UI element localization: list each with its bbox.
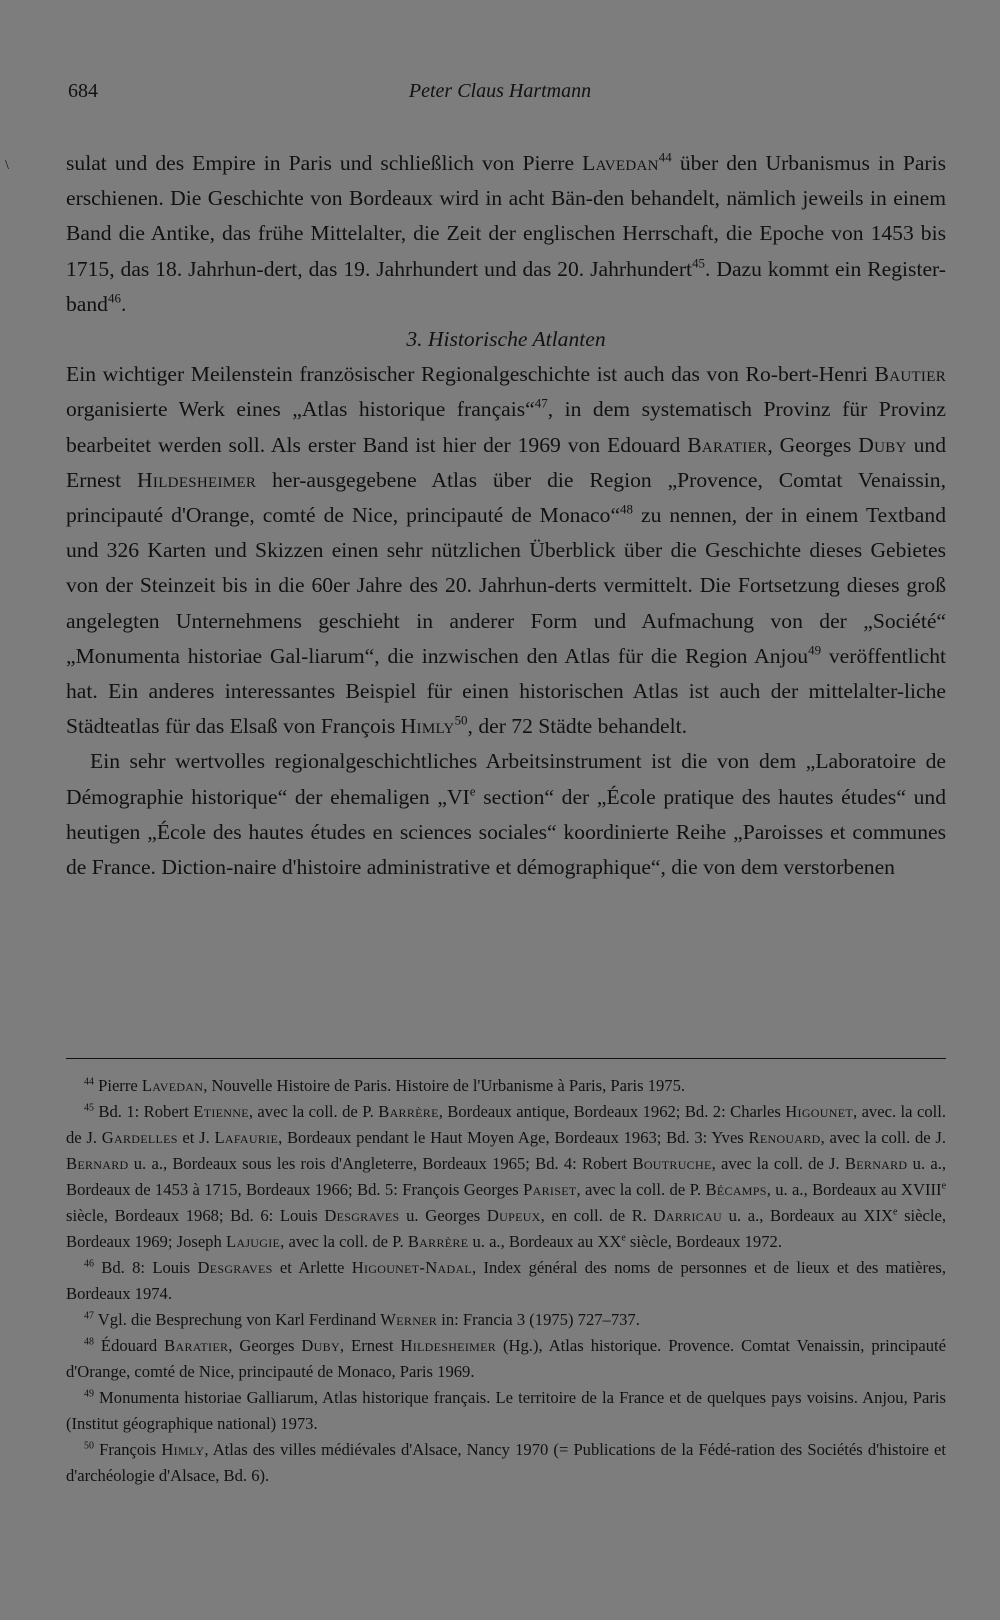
paragraph: sulat und des Empire in Paris und schließlich von Pierre Lavedan$^{44}$ über den Urbanismus in Paris erschienen. Die Geschichte von Bordeaux wird in acht Bän-den behandelt, nämlich jeweils in einem Band die Antike, das frühe Mittelalter, die Zeit der englischen Herrschaft, die Epoche von 1453 bis 1715, das 18. Jahrhun-dert, das 19. Jahrhundert und das 20. Jahrhundert$^{45}$. Dazu kommt ein Register-band$^{46}$. — [66, 149, 947, 316]
margin-mark: \ — [5, 158, 9, 173]
paragraph: Ein wichtiger Meilenstein französischer Regionalgeschichte ist auch das von Ro-bert-Henri Bautier organisierte Werk eines „Atlas historique français“$^{47}$, in dem systematisch Provinz für Provinz bearbeitet werden soll. Als erster Band ist hier der 1969 von Edouard Baratier, Georges Duby und Ernest Hildesheimer her-ausgegebene Atlas über die Region „Provence, Comtat Venaissin, principauté d'Orange, comté de Nice, principauté de Monaco“$^{48}$ zu nennen, der in einem Textband und 326 Karten und Skizzen einen sehr nützlichen Überblick über die Geschichte dieses Gebietes von der Steinzeit bis in die 60er Jahre des 20. Jahrhun-derts vermittelt. Die Fortsetzung dieses groß angelegten Unternehmens geschieht in anderer Form und Aufmachung von der „Société“ „Monumenta historiae Gal-liarum“, die inzwischen den Atlas für die Region Anjou$^{49}$ veröffentlicht hat. Ein anderes interessantes Beispiel für einen historischen Atlas ist auch der mittelalter-liche Städteatlas für das Elsaß von François Himly$^{50}$, der 72 Städte behandelt. — [66, 362, 946, 739]
footnote: $^{46}$ Bd. 8: Louis Desgraves et Arlette Higounet-Nadal, Index général des noms de personnes et de lieux et des matières, Bordeaux 1974. — [66, 1258, 947, 1303]
page-header — [68, 80, 932, 110]
footnote: $^{44}$ Pierre Lavedan, Nouvelle Histoire de Paris. Histoire de l'Urbanisme à Paris, Paris 1975. — [84, 1076, 686, 1095]
body-text — [66, 146, 946, 885]
footnote: $^{45}$ Bd. 1: Robert Etienne, avec la coll. de P. Barrère, Bordeaux antique, Bordeaux 1962; Bd. 2: Charles Higounet, avec. la coll. de J. Gardelles et J. Lafaurie, Bordeaux pendant le Haut Moyen Age, Bordeaux 1963; Bd. 3: Yves Renouard, avec la coll. de J. Bernard u. a., Bordeaux sous les rois d'Angleterre, Bordeaux 1965; Bd. 4: Robert Boutruche, avec la coll. de J. Bernard u. a., Bordeaux de 1453 à 1715, Bordeaux 1966; Bd. 5: François Georges Pariset, avec la coll. de P. Bécamps, u. a., Bordeaux au XVIIIe siècle, Bordeaux 1968; Bd. 6: Louis Desgraves u. Georges Dupeux, en coll. de R. Darricau u. a., Bordeaux au XIXe siècle, Bordeaux 1969; Joseph Lajugie, avec la coll. de P. Barrère u. a., Bordeaux au XXe siècle, Bordeaux 1972. — [66, 1102, 947, 1251]
footnote: $^{49}$ Monumenta historiae Galliarum, Atlas historique français. Le territoire de la France et de quelques pays voisins. Anjou, Paris (Institut géographique national) 1973. — [66, 1388, 946, 1433]
footnote: $^{48}$ Édouard Baratier, Georges Duby, Ernest Hildesheimer (Hg.), Atlas historique. Provence. Comtat Venaissin, principauté d'Orange, comté de Nice, principauté de Monaco, Paris 1969. — [66, 1336, 946, 1381]
footnotes — [66, 1073, 946, 1489]
page-number: 684 — [68, 80, 98, 102]
running-title: Peter Claus Hartmann — [408, 80, 592, 102]
footnote: $^{50}$ François Himly, Atlas des villes médiévales d'Alsace, Nancy 1970 (= Publications de la Fédé-ration des Sociétés d'histoire et d'archéologie d'Alsace, Bd. 6). — [66, 1440, 946, 1485]
footnote: $^{47}$ Vgl. die Besprechung von Karl Ferdinand Werner in: Francia 3 (1975) 727–737. — [84, 1310, 640, 1329]
section-heading: 3. Historische Atlanten — [406, 327, 606, 352]
footnote-rule — [66, 1058, 946, 1059]
paragraph: Ein sehr wertvolles regionalgeschichtliches Arbeitsinstrument ist die von dem „Laboratoire de Démographie historique“ der ehemaligen „VIe section“ der „École pratique des hautes études“ und heutigen „École des hautes études en sciences sociales“ koordinierte Reihe „Paroisses et communes de France. Diction-naire d'histoire administrative et démographique“, die von dem verstorbenen — [66, 749, 947, 880]
